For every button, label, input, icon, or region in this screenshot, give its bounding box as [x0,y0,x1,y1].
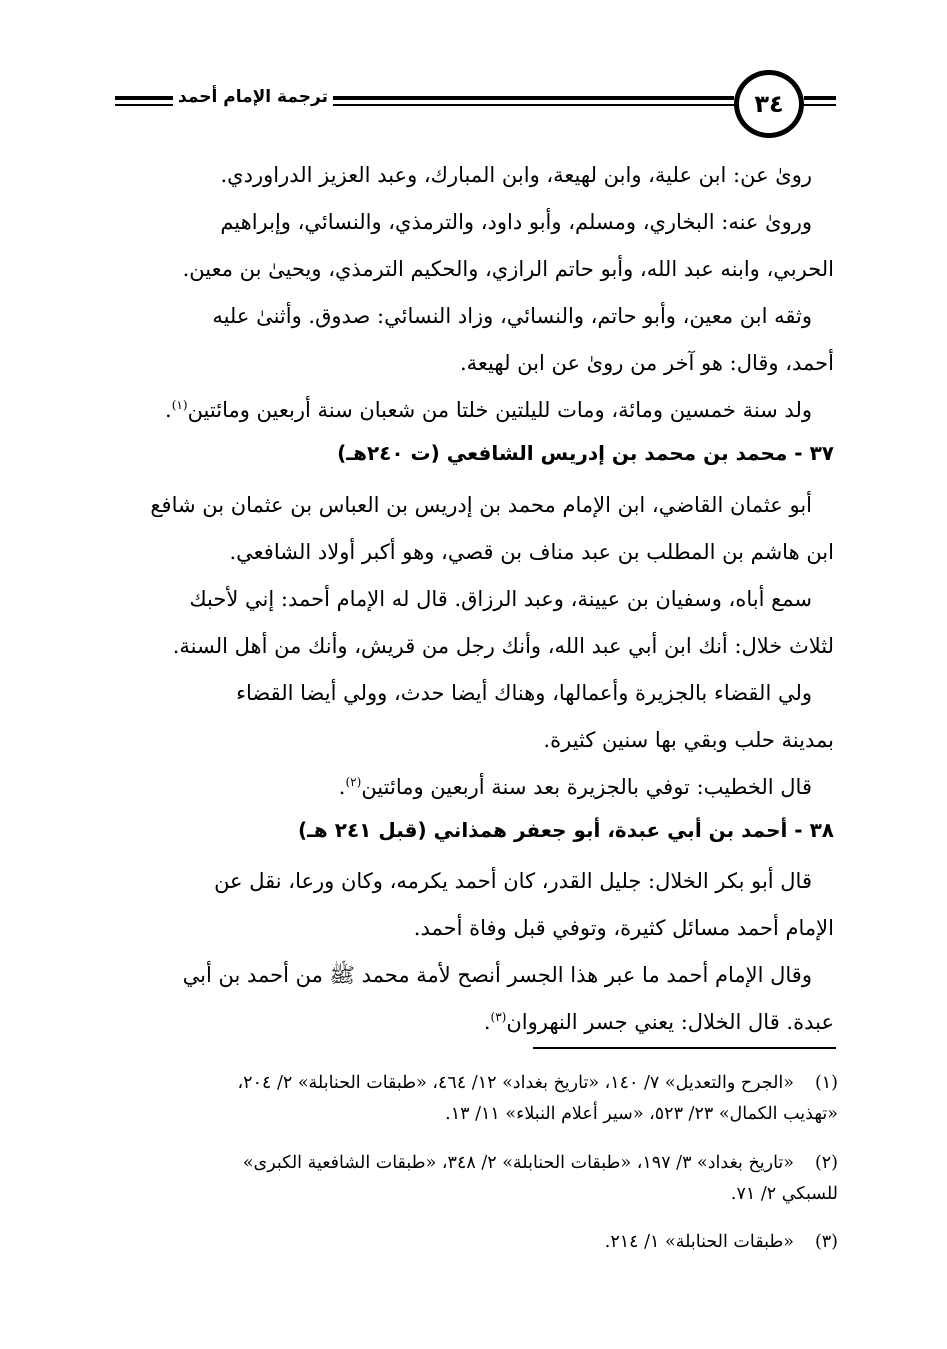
text-line: بمدينة حلب وبقي بها سنين كثيرة. [543,728,834,752]
footnote-number: (٣) [814,1232,838,1252]
text-span: عبدة. قال الخلال: يعني جسر النهروان [506,1010,834,1034]
footnote-separator [533,1047,836,1049]
footnote-ref: (١) [171,398,188,412]
footnote-ref: (٣) [490,1010,507,1024]
header-rule-right [804,96,836,100]
text-line: عبدة. قال الخلال: يعني جسر النهروان$^{(٣)}$. [483,1010,834,1034]
text-line: وقال الإمام أحمد ما عبر هذا الجسر أنصح لأمة محمد ﷺ من أحمد بن أبي [182,963,812,987]
text-span: قال الخطيب: توفي بالجزيرة بعد سنة أربعين ومائتين [361,775,812,799]
footnote-number: (٢) [814,1153,838,1173]
text-line: وثقه ابن معين، وأبو حاتم، والنسائي، وزاد النسائي: صدوق. وأثنىٰ عليه [212,304,812,328]
footnote-ref: (٢) [345,775,362,789]
page-number: ٣٤ [734,70,804,138]
text-span: ولد سنة خمسين ومائة، ومات لليلتين خلتا من شعبان سنة أربعين ومائتين [187,398,812,422]
text-line: سمع أباه، وسفيان بن عيينة، وعبد الرزاق. قال له الإمام أحمد: إني لأحبك [189,587,812,611]
entry-heading-38: ٣٨ - أحمد بن أبي عبدة، أبو جعفر همذاني (قبل ٢٤١ هـ) [297,818,834,842]
text-line: الإمام أحمد مسائل كثيرة، وتوفي قبل وفاة أحمد. [413,916,834,940]
footnote-2-continuation: للسبكي ٢/ ٧١. [730,1184,838,1204]
running-title: ترجمة الإمام أحمد [178,87,328,107]
text-line: قال الخطيب: توفي بالجزيرة بعد سنة أربعين ومائتين$^{(٢)}$. [338,775,812,799]
text-line: رویٰ عن: ابن علية، وابن لهيعة، وابن المبارك، وعبد العزيز الدراوردي. [220,163,812,187]
footnote-text: «طبقات الحنابلة» ١/ ٢١٤. [604,1232,794,1252]
text-line: وروىٰ عنه: البخاري، ومسلم، وأبو داود، والترمذي، والنسائي، وإبراهيم [220,210,812,234]
header-rule-left-lower [115,104,173,106]
text-line: قال أبو بكر الخلال: جليل القدر، كان أحمد يكرمه، وكان ورعا، نقل عن [214,869,812,893]
footnote-1-continuation: «تهذيب الكمال» ٢٣/ ٥٢٣، «سير أعلام النبلاء» ١١/ ١٣. [445,1104,838,1124]
footnote-2-line [110,1148,838,1179]
text-line: أبو عثمان القاضي، ابن الإمام محمد بن إدريس بن العباس بن عثمان بن شافع [150,493,812,517]
footnote-1-line [110,1068,838,1099]
footnote-text: «الجرح والتعديل» ٧/ ١٤٠، «تاريخ بغداد» ١٢/ ٤٦٤، «طبقات الحنابلة» ٢/ ٢٠٤، [237,1073,794,1093]
text-line: لثلاث خلال: أنك ابن أبي عبد الله، وأنك رجل من قريش، وأنك من أهل السنة. [172,634,834,658]
header-rule-right-lower [804,104,836,106]
text-line: ولي القضاء بالجزيرة وأعمالها، وهناك أيضا حدث، وولي أيضا القضاء [236,681,812,705]
header-rule-middle [333,96,734,100]
text-line: ابن هاشم بن المطلب بن عبد مناف بن قصي، وهو أكبر أولاد الشافعي. [229,540,834,564]
header-rule-left [115,96,173,100]
text-line: ولد سنة خمسين ومائة، ومات لليلتين خلتا من شعبان سنة أربعين ومائتين$^{(١)}$. [165,398,812,422]
entry-heading-37: ٣٧ - محمد بن محمد بن إدريس الشافعي (ت ٢٤٠هـ) [337,441,834,465]
footnote-number: (١) [814,1073,838,1093]
text-line: الحربي، وابنه عبد الله، وأبو حاتم الرازي، والحكيم الترمذي، ويحيىٰ بن معين. [182,257,834,281]
footnote-3-line [110,1227,838,1258]
text-line: أحمد، وقال: هو آخر من روىٰ عن ابن لهيعة. [459,351,834,375]
footnote-text: «تاريخ بغداد» ٣/ ١٩٧، «طبقات الحنابلة» ٢/ ٣٤٨، «طبقات الشافعية الكبرى» [242,1153,794,1173]
header-rule-middle-lower [333,104,734,106]
